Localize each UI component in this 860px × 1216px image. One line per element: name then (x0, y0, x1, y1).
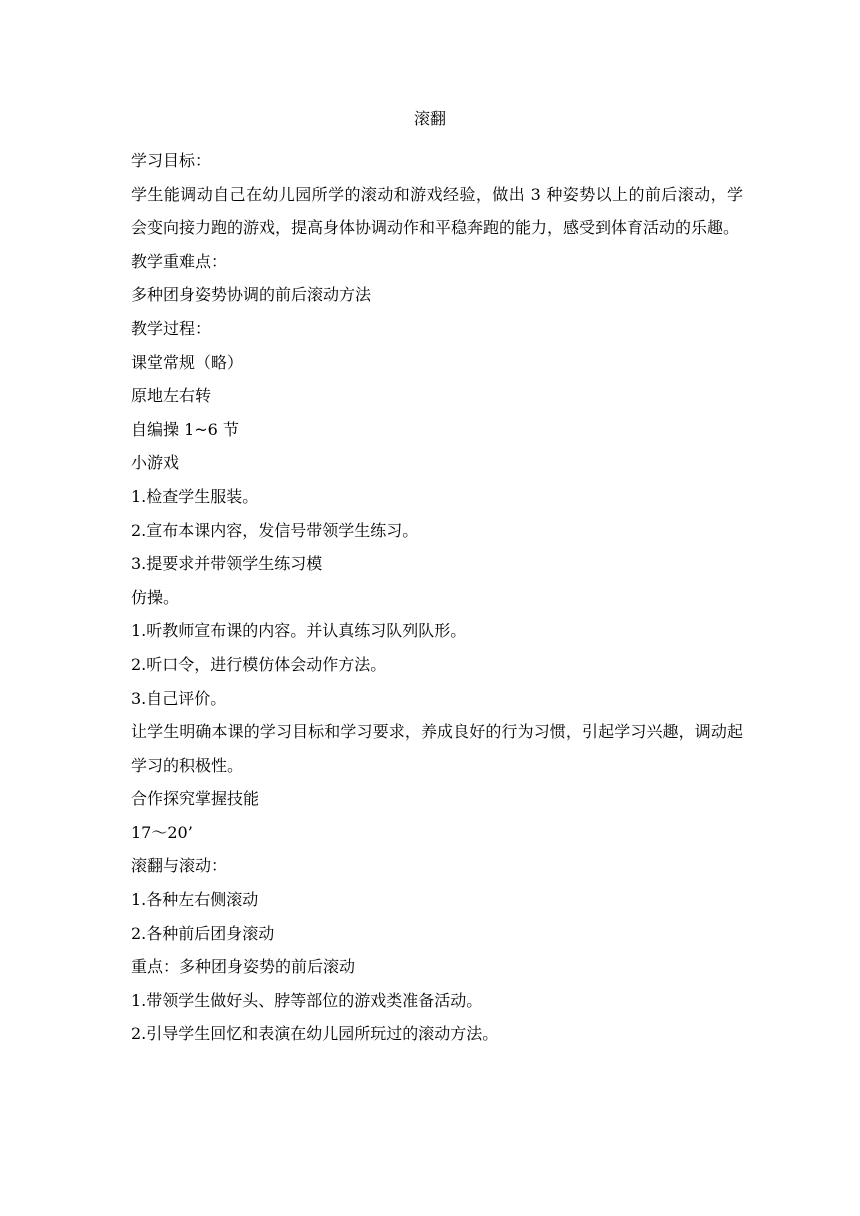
paragraph: 仿操。 (131, 587, 180, 607)
paragraph: 1.带领学生做好头、脖等部位的游戏类准备活动。 (131, 990, 483, 1010)
paragraph: 2.各种前后团身滚动 (131, 923, 275, 943)
paragraph: 学习目标： (131, 151, 212, 170)
paragraph: 小游戏 (131, 453, 180, 473)
paragraph: 2.宣布本课内容，发信号带领学生练习。 (131, 520, 419, 540)
paragraph: 课堂常规（略） (131, 352, 244, 372)
paragraph: 1.各种左右侧滚动 (131, 890, 259, 910)
paragraph: 1.听教师宣布课的内容。并认真练习队列队形。 (131, 621, 467, 641)
paragraph: 17～20’ (131, 822, 193, 842)
paragraph: 2.听口令，进行模仿体会动作方法。 (131, 654, 387, 674)
paragraph: 让学生明确本课的学习目标和学习要求，养成良好的行为习惯，引起学习兴趣，调动起学习的积极性。 (131, 722, 743, 775)
paragraph: 3.提要求并带领学生练习模 (131, 554, 323, 574)
paragraph: 滚翻与滚动： (131, 856, 228, 876)
paragraph: 教学重难点： (131, 251, 228, 271)
paragraph: 2.引导学生回忆和表演在幼儿园所玩过的滚动方法。 (131, 1024, 499, 1044)
paragraph: 教学过程： (131, 318, 212, 338)
paragraph: 1.检查学生服装。 (131, 486, 259, 506)
paragraph: 重点：多种团身姿势的前后滚动 (131, 957, 356, 977)
paragraph: 合作探究掌握技能 (131, 789, 260, 809)
paragraph: 学生能调动自己在幼儿园所学的滚动和游戏经验，做出 3 种姿势以上的前后滚动，学会变向接力跑的游戏，提高身体协调动作和平稳奔跑的能力，感受到体育活动的乐趣。 (131, 184, 743, 238)
document-body (131, 144, 743, 1051)
paragraph: 原地左右转 (131, 386, 212, 406)
paragraph: 3.自己评价。 (131, 688, 227, 708)
paragraph: 多种团身姿势协调的前后滚动方法 (131, 285, 372, 305)
document-title: 滚翻 (413, 109, 446, 128)
paragraph: 自编操 1~6 节 (131, 419, 239, 439)
